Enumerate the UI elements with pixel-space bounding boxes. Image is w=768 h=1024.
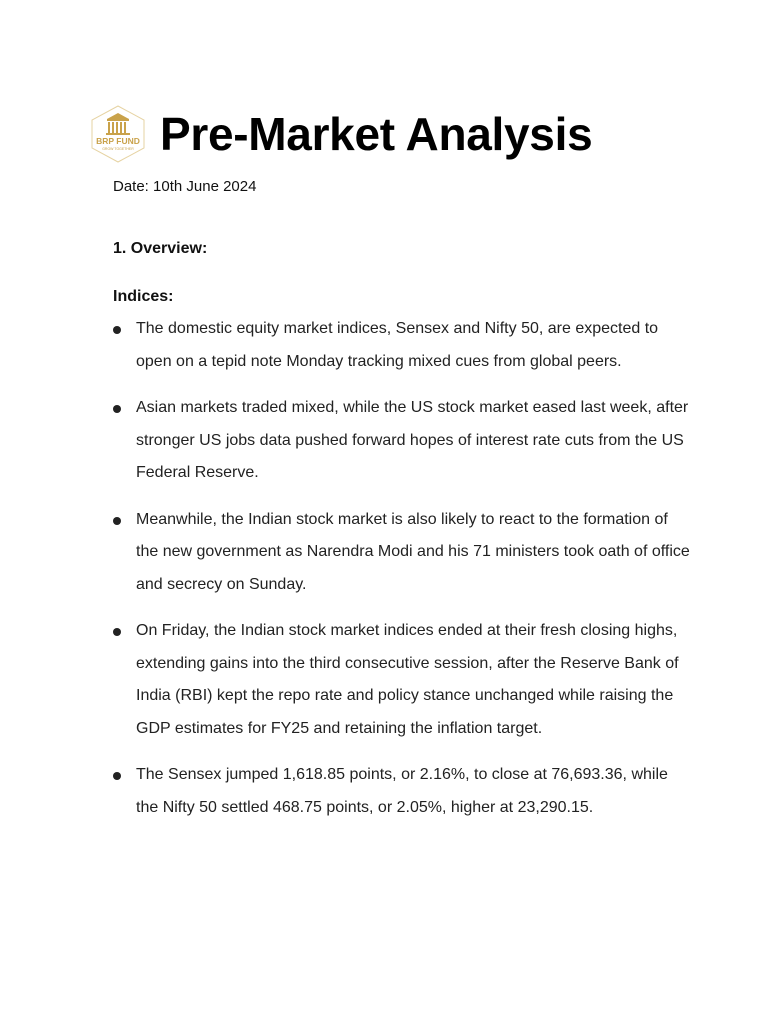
- brp-fund-logo: [88, 104, 148, 164]
- list-item: [113, 504, 693, 602]
- indices-bullet-list: [113, 313, 693, 838]
- bullet-icon: [113, 517, 121, 525]
- document-header: [88, 92, 688, 176]
- subheading-indices: Indices:: [113, 288, 174, 305]
- page-title: Pre-Market Analysis: [160, 108, 593, 160]
- list-item: [113, 615, 693, 745]
- bullet-icon: [113, 772, 121, 780]
- bullet-text: Meanwhile, the Indian stock market is also likely to react to the formation of the new government as Narendra Modi and his 71 ministers took oath of office and secrecy on Sunday.: [136, 510, 690, 593]
- list-item: [113, 313, 693, 378]
- bullet-icon: [113, 405, 121, 413]
- bullet-text: The Sensex jumped 1,618.85 points, or 2.16%, to close at 76,693.36, while the Nifty 50 settled 468.75 points, or 2.05%, higher at 23,290.15.: [136, 766, 668, 816]
- logo-tagline: GROW TOGETHER: [102, 147, 134, 151]
- report-date: Date: 10th June 2024: [113, 178, 257, 195]
- list-item: [113, 392, 693, 490]
- bullet-text: On Friday, the Indian stock market indices ended at their fresh closing highs, extending gains into the third consecutive session, after the Reserve Bank of India (RBI) kept the repo rate and policy stance unchanged while raising the GDP estimates for FY25 and retaining the inflation target.: [136, 622, 679, 737]
- bullet-text: The domestic equity market indices, Sensex and Nifty 50, are expected to open on a tepid note Monday tracking mixed cues from global peers.: [136, 320, 659, 370]
- section-heading-overview: 1. Overview:: [113, 240, 208, 257]
- bullet-icon: [113, 628, 121, 636]
- list-item: [113, 759, 693, 824]
- bullet-icon: [113, 326, 121, 334]
- bullet-text: Asian markets traded mixed, while the US stock market eased last week, after stronger US jobs data pushed forward hopes of interest rate cuts from the US Federal Reserve.: [136, 399, 689, 481]
- logo-text: BRP FUND: [96, 136, 140, 146]
